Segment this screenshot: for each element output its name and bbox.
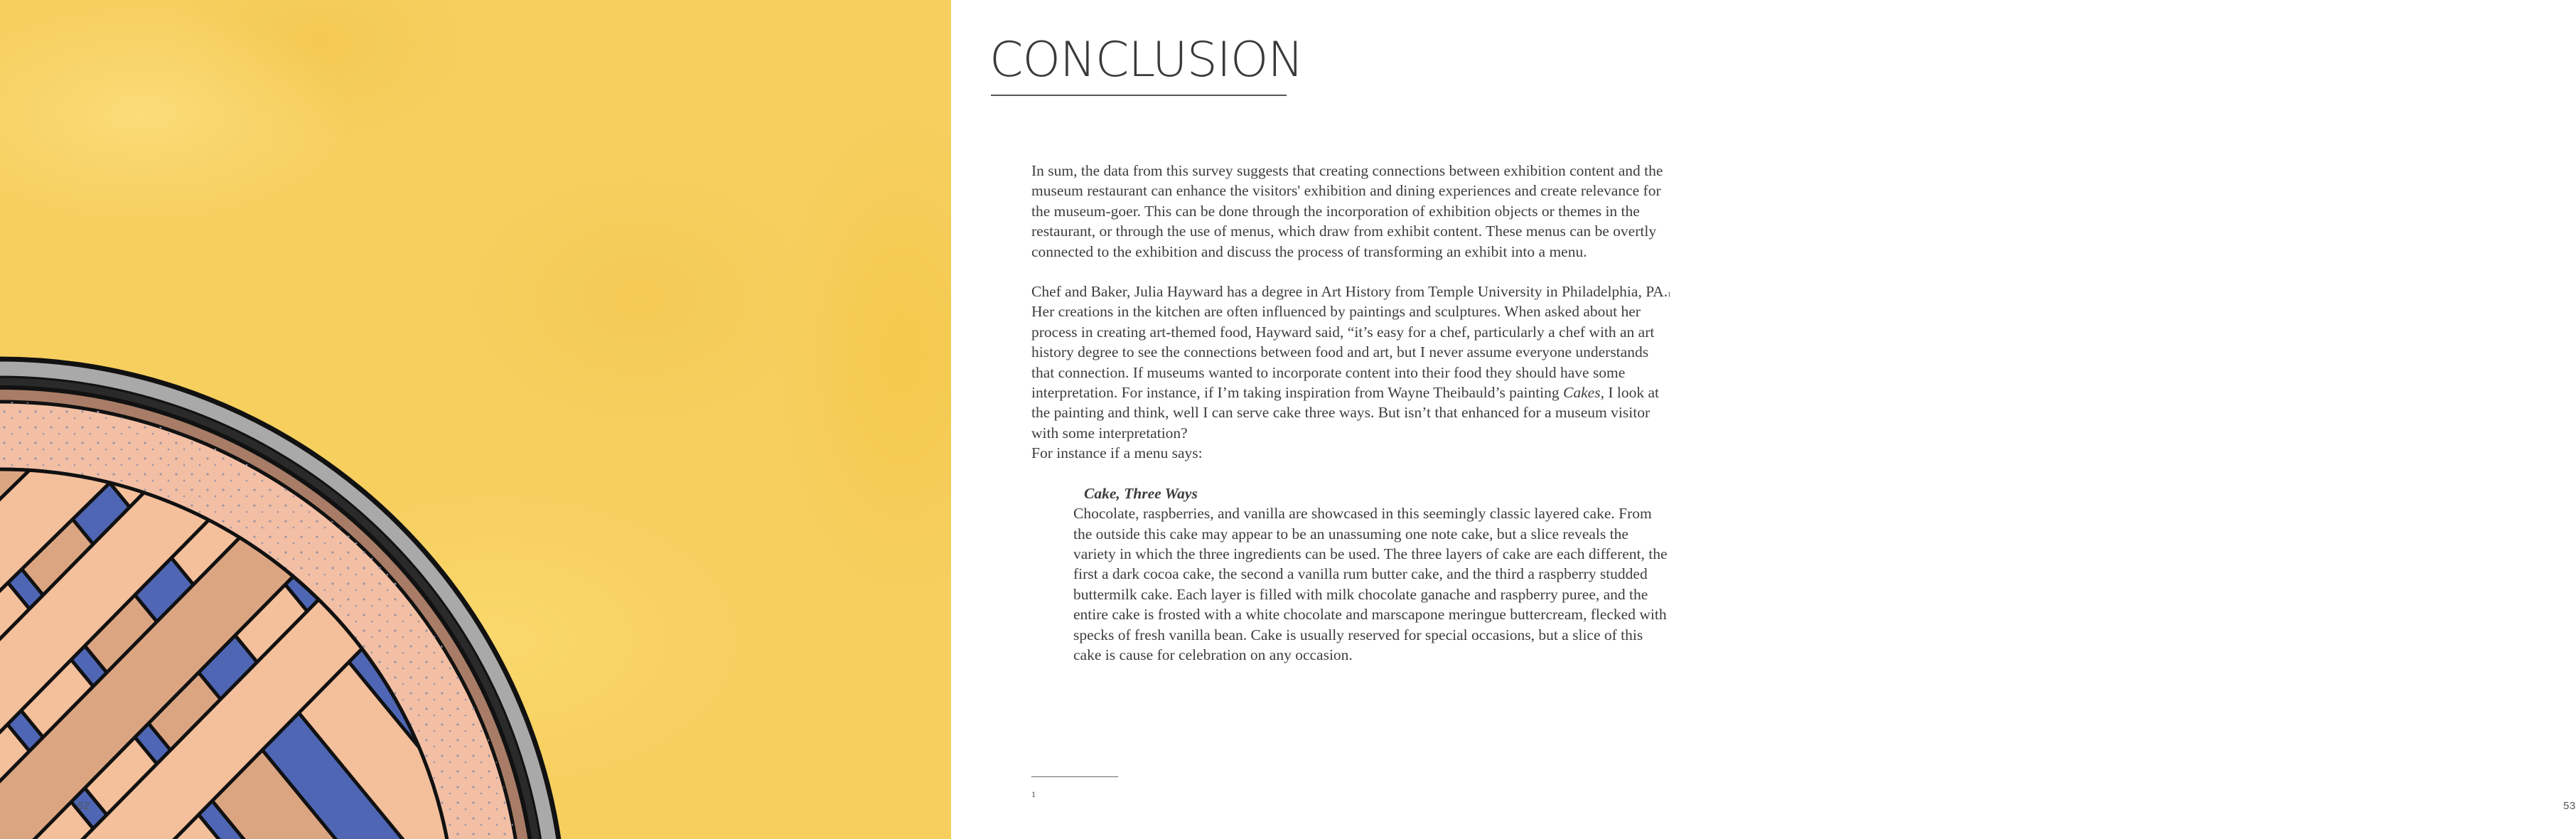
- menu-example: [1073, 483, 1671, 666]
- menu-item-title: Cake, Three Ways: [1084, 484, 1198, 502]
- footnote-reference[interactable]: 1: [1668, 291, 1671, 299]
- footnote-marker: 1: [1031, 789, 1036, 799]
- paragraph-hayward-intro: Chef and Baker, Julia Hayward has a degree in Art History from Temple University in Philadelphia, PA.: [1031, 283, 1668, 301]
- right-page: [951, 0, 2576, 839]
- page-title: CONCLUSION: [989, 32, 1304, 88]
- title-underline: [991, 95, 1287, 96]
- paragraph-summary: In sum, the data from this survey suggests that creating connections between exhibition content and the museum restaurant can enhance the visitors' exhibition and dining experiences and create relevance for the museum-goer. This can be done through the incorporation of exhibition objects or themes in the restaurant, or through the use of menus, which draw from exhibit content. These menus can be overtly connected to the exhibition and discuss the process of transforming an exhibit into a menu.: [1031, 162, 1663, 260]
- footnote-divider: [1031, 776, 1118, 777]
- painting-title: Cakes,: [1563, 384, 1604, 402]
- body-text: [1031, 161, 1671, 665]
- page-number-left: 52: [77, 800, 90, 812]
- paragraph-hayward-quote: Her creations in the kitchen are often influenced by paintings and sculptures. When asked about her process in creating art-themed food, Hayward said, “it’s easy for a chef, particularly a chef with an art history degree to see the connections between food and art, but I never assume everyone understands that connection. If museums wanted to incorporate content into their food they should have some interpretation. For instance, if I’m taking inspiration from Wayne Theibauld’s painting: [1031, 303, 1655, 402]
- page-number-right: 53: [2563, 800, 2576, 812]
- paragraph-hayward-end: I look at the painting and think, well I can serve cake three ways. But isn’t that enhanced for a museum visitor with some interpretation?: [1031, 384, 1659, 442]
- lattice-pie-illustration: [0, 0, 512, 839]
- paragraph-hayward: [1031, 282, 1671, 443]
- paragraph-menu-intro: For instance if a menu says:: [1031, 444, 1203, 462]
- left-page-illustration-panel: [0, 0, 951, 839]
- menu-item-description: Chocolate, raspberries, and vanilla are showcased in this seemingly classic layered cake. From the outside this cake may appear to be an unassuming one note cake, but a slice reveals the variety in which the three ingredients can be used. The three layers of cake are each different, the first a dark cocoa cake, the second a vanilla rum butter cake, and the third a raspberry studded buttermilk cake. Each layer is filled with milk chocolate ganache and raspberry puree, and the entire cake is frosted with a white chocolate and marscapone meringue buttercream, flecked with specks of fresh vanilla bean. Cake is usually reserved for special occasions, but a slice of this cake is cause for celebration on any occasion.: [1073, 505, 1668, 663]
